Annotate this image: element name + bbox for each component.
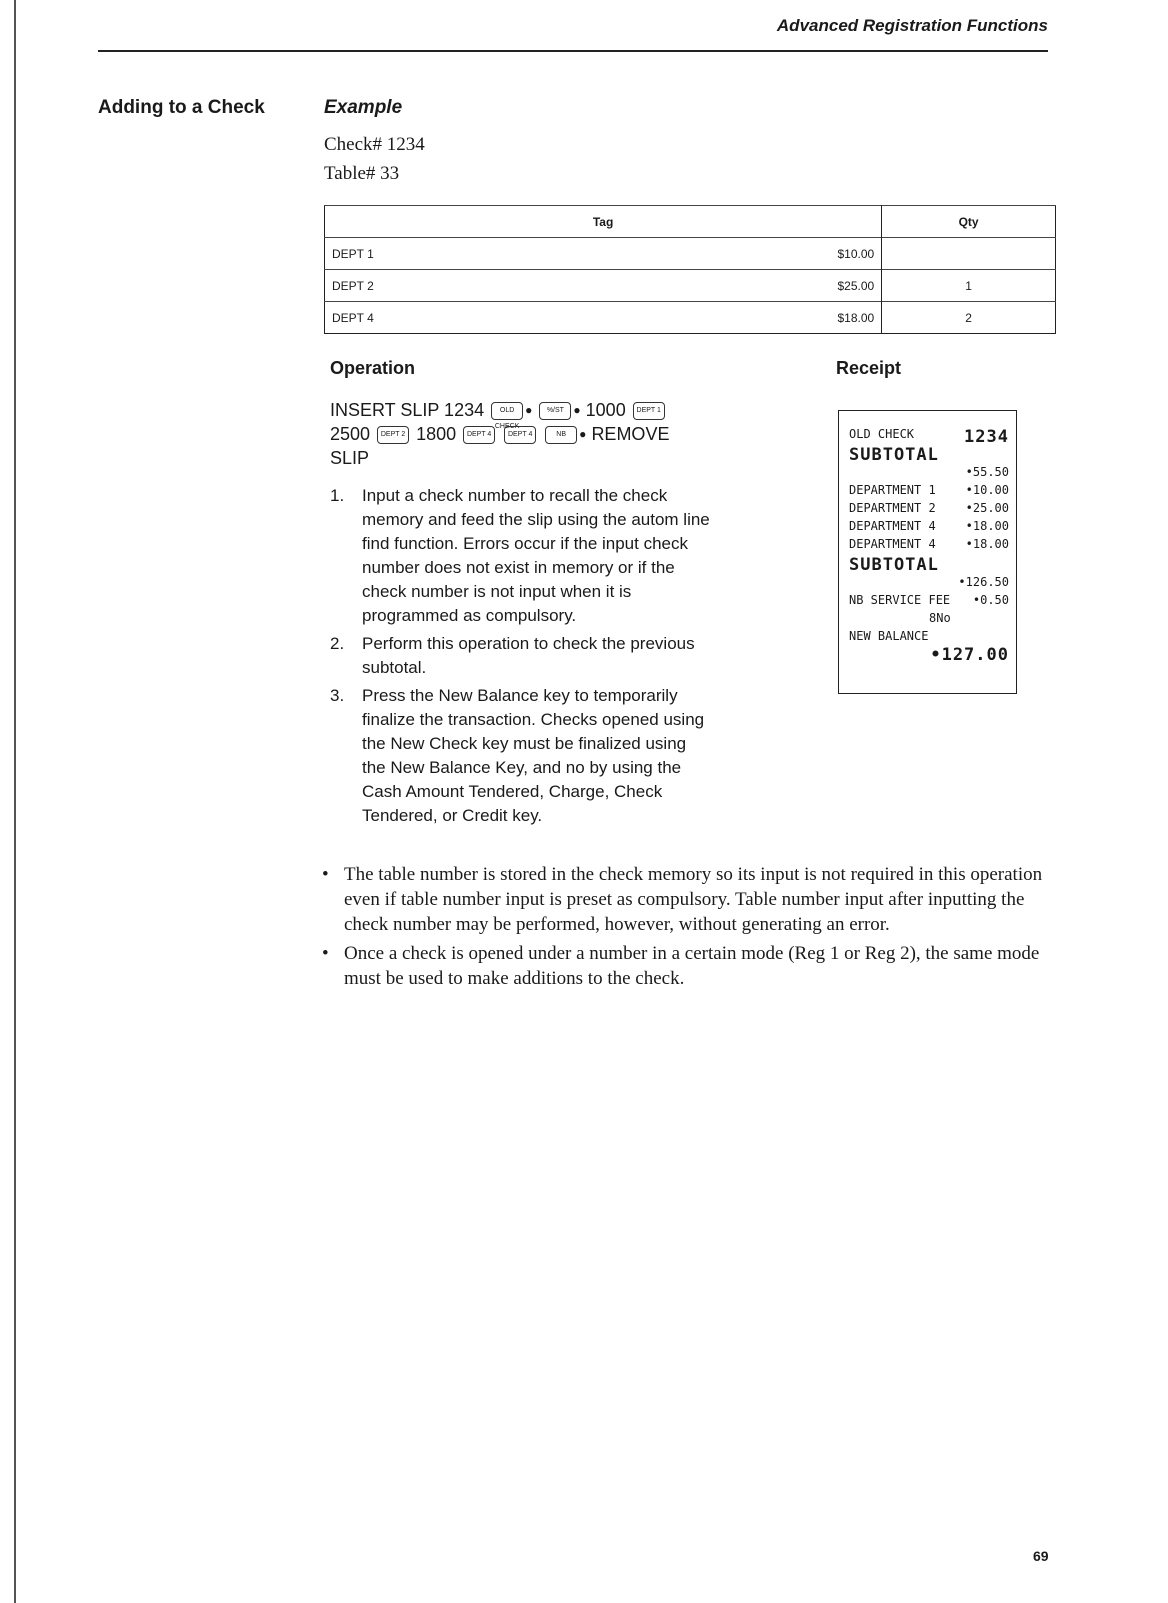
row-dept: DEPT 2 xyxy=(325,270,762,302)
seq-text: REMOVE SLIP xyxy=(330,424,670,468)
receipt-heading: Receipt xyxy=(836,358,902,378)
receipt-label: DEPARTMENT 1 xyxy=(849,483,936,497)
dot-icon: ● xyxy=(573,403,581,417)
table-header-row xyxy=(325,206,1056,238)
new-balance-key-icon: NB xyxy=(545,426,577,444)
receipt-line xyxy=(849,519,1009,533)
dept-key-icon: DEPT 4 xyxy=(463,426,495,444)
qty-column-header: Qty xyxy=(882,206,1056,238)
tag-column-header: Tag xyxy=(325,206,882,238)
table-row xyxy=(325,238,1056,270)
running-header: Advanced Registration Functions xyxy=(776,16,1048,35)
receipt-value: •18.00 xyxy=(965,519,1009,533)
guest-check-table xyxy=(324,205,1056,334)
receipt-line xyxy=(849,483,1009,497)
receipt-old-check xyxy=(849,427,1009,447)
receipt-line xyxy=(849,537,1009,551)
step-text: Input a check number to recall the check memory and feed the slip using the autom line find function. Errors occur if the input check number does not exist in memory or if the check number is not input when it is programmed as compulsory. xyxy=(362,486,710,625)
row-dept: DEPT 4 xyxy=(325,302,762,334)
step-text: Press the New Balance key to temporarily finalize the transaction. Checks opened using the New Check key must be finalized using the New Balance Key, and no by using the Cash Amount Tendered, Charge, Check Tendered, or Credit key. xyxy=(362,686,705,825)
row-amount: $10.00 xyxy=(761,238,882,270)
receipt-line xyxy=(849,501,1009,515)
receipt-subtotal-value: •55.50 xyxy=(965,465,1009,479)
operation-heading: Operation xyxy=(330,358,416,378)
dept-key-icon: DEPT 2 xyxy=(377,426,409,444)
table-row xyxy=(325,270,1056,302)
check-number-line: Check# 1234 xyxy=(324,134,425,155)
dept-key-icon: DEPT 1 xyxy=(633,402,665,420)
receipt-label: DEPARTMENT 2 xyxy=(849,501,936,515)
receipt-subtotal-label: SUBTOTAL xyxy=(849,555,939,575)
old-check-key-icon: OLD CHECK xyxy=(491,402,523,420)
receipt-value: •0.50 xyxy=(972,593,1009,607)
row-qty: 1 xyxy=(882,270,1056,302)
notes-list xyxy=(320,862,1050,995)
page-number: 69 xyxy=(1033,1548,1049,1564)
receipt-value: •25.00 xyxy=(965,501,1009,515)
step-number: 2. xyxy=(330,634,345,653)
list-item xyxy=(330,684,710,828)
dot-icon: ● xyxy=(525,403,533,417)
header-rule xyxy=(98,50,1048,52)
bullet-icon: • xyxy=(322,943,329,964)
seq-text: 2500 xyxy=(330,424,371,444)
note-text: Once a check is opened under a number in a certain mode (Reg 1 or Reg 2), the same mode must be used to make additions to the check. xyxy=(344,943,1040,989)
row-amount: $25.00 xyxy=(761,270,882,302)
dept-key-icon: DEPT 4 xyxy=(504,426,536,444)
seq-text: INSERT SLIP 1234 xyxy=(330,400,485,420)
receipt-label: NB SERVICE FEE xyxy=(849,593,951,607)
subtotal-key-icon: %/ST xyxy=(539,402,571,420)
note-text: The table number is stored in the check memory so its input is not required in this operation even if table number input is preset as compulsory. Table number input after inputting the check number may be performed, however, without generating an error. xyxy=(344,864,1043,935)
list-item xyxy=(320,862,1050,937)
bullet-icon: • xyxy=(322,864,329,885)
step-list xyxy=(330,484,710,832)
dot-icon: ● xyxy=(579,427,587,441)
list-item xyxy=(320,941,1050,991)
receipt-value: •18.00 xyxy=(965,537,1009,551)
row-qty: 2 xyxy=(882,302,1056,334)
example-title: Example xyxy=(324,97,403,118)
receipt-value: •10.00 xyxy=(965,483,1009,497)
receipt-service-fee xyxy=(849,593,1009,607)
receipt-count: 8No xyxy=(929,611,951,625)
step-number: 1. xyxy=(330,486,345,505)
row-dept: DEPT 1 xyxy=(325,238,762,270)
list-item xyxy=(330,484,710,628)
receipt-label: DEPARTMENT 4 xyxy=(849,519,936,533)
receipt-new-balance-value: •127.00 xyxy=(930,645,1009,665)
row-qty xyxy=(882,238,1056,270)
section-heading: Adding to a Check xyxy=(98,97,265,118)
receipt-value: 1234 xyxy=(964,427,1009,447)
seq-text: 1800 xyxy=(416,424,457,444)
receipt-new-balance-label: NEW BALANCE xyxy=(849,629,929,643)
receipt-box xyxy=(838,410,1017,694)
receipt-subtotal-label: SUBTOTAL xyxy=(849,445,939,465)
receipt-subtotal-value: •126.50 xyxy=(958,575,1009,589)
row-amount: $18.00 xyxy=(761,302,882,334)
step-text: Perform this operation to check the previous subtotal. xyxy=(362,634,695,677)
page-edge-line xyxy=(14,0,16,1603)
step-number: 3. xyxy=(330,686,345,705)
receipt-label: DEPARTMENT 4 xyxy=(849,537,936,551)
list-item xyxy=(330,632,710,680)
table-row xyxy=(325,302,1056,334)
key-sequence xyxy=(330,398,710,470)
receipt-label: OLD CHECK xyxy=(849,427,915,441)
table-number-line: Table# 33 xyxy=(324,163,400,184)
seq-text: 1000 xyxy=(585,400,626,420)
